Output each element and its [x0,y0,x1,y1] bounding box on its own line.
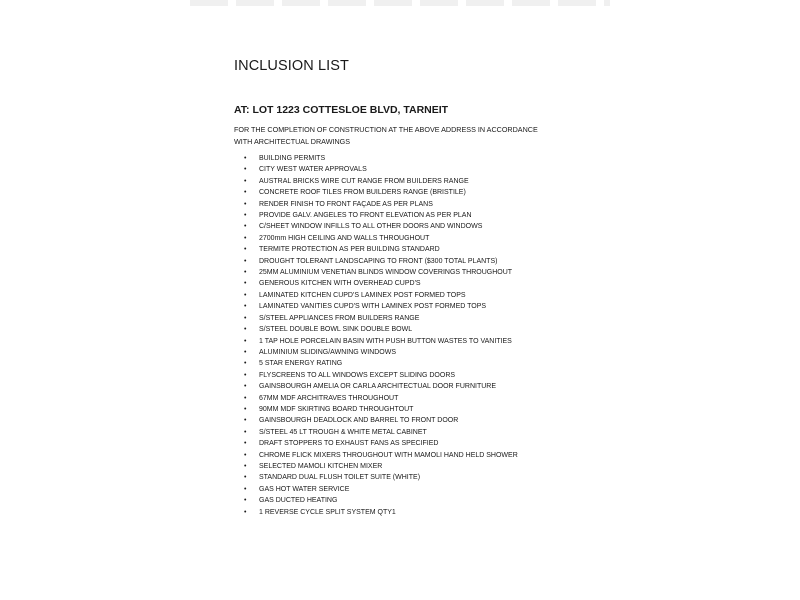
bullet-icon: • [244,485,247,493]
list-item-text: GAS HOT WATER SERVICE [259,485,350,493]
list-item [244,267,518,278]
list-item [244,495,518,506]
list-item [244,221,518,232]
list-item-text: 90MM MDF SKIRTING BOARD THROUGHTOUT [259,405,414,413]
bullet-icon: • [244,417,247,425]
list-item-text: PROVIDE GALV. ANGELES TO FRONT ELEVATION AS PER PLAN [259,212,472,220]
list-item-text: CITY WEST WATER APPROVALS [259,166,367,174]
list-item [244,244,518,255]
intro-paragraph: FOR THE COMPLETION OF CONSTRUCTION AT THE ABOVE ADDRESS IN ACCORDANCE WITH ARCHITECTUAL DRAWINGS [234,125,538,146]
list-item [244,381,518,392]
list-item [244,290,518,301]
list-item-text: LAMINATED VANITIES CUPD'S WITH LAMINEX POST FORMED TOPS [259,303,487,311]
list-item [244,210,518,221]
list-item [244,256,518,267]
list-item-text: CONCRETE ROOF TILES FROM BUILDERS RANGE (BRISTILE) [259,189,466,197]
list-item [244,472,518,483]
list-item [244,438,518,449]
bullet-icon: • [244,326,247,334]
list-item [244,164,518,175]
list-item-text: GAS DUCTED HEATING [259,497,338,505]
list-item [244,278,518,289]
list-item [244,484,518,495]
list-item [244,324,518,335]
bullet-icon: • [244,428,247,436]
list-item-text: 2700mm HIGH CEILING AND WALLS THROUGHOUT [259,234,430,242]
list-item [244,370,518,381]
bullet-icon: • [244,451,247,459]
list-item [244,176,518,187]
bullet-icon: • [244,280,247,288]
list-item-text: 1 REVERSE CYCLE SPLIT SYSTEM QTY1 [259,508,396,516]
list-item-text: GAINSBOURGH DEADLOCK AND BARREL TO FRONT DOOR [259,417,459,425]
list-item [244,450,518,461]
bullet-icon: • [244,440,247,448]
list-item-text: ALUMINIUM SLIDING/AWNING WINDOWS [259,348,397,356]
bullet-icon: • [244,234,247,242]
list-item [244,313,518,324]
list-item-text: S/STEEL 45 LT TROUGH & WHITE METAL CABINET [259,428,427,436]
list-item [244,404,518,415]
bullet-icon: • [244,394,247,402]
list-item-text: LAMINATED KITCHEN CUPD'S LAMINEX POST FORMED TOPS [259,291,466,299]
bullet-icon: • [244,303,247,311]
property-address: AT: LOT 1223 COTTESLOE BLVD, TARNEIT [234,104,449,116]
bullet-icon: • [244,508,247,516]
bullet-icon: • [244,360,247,368]
bullet-icon: • [244,257,247,265]
list-item [244,347,518,358]
bullet-icon: • [244,155,247,162]
bullet-icon: • [244,223,247,231]
bullet-icon: • [244,405,247,413]
bullet-icon: • [244,497,247,505]
bullet-icon: • [244,462,247,470]
bullet-icon: • [244,212,247,220]
list-item-text: DRAFT STOPPERS TO EXHAUST FANS AS SPECIFIED [259,440,439,448]
bullet-icon: • [244,348,247,356]
bullet-icon: • [244,314,247,322]
list-item-text: STANDARD DUAL FLUSH TOILET SUITE (WHITE) [259,474,421,482]
list-item-text: AUSTRAL BRICKS WIRE CUT RANGE FROM BUILDERS RANGE [259,177,469,185]
list-item-text: 1 TAP HOLE PORCELAIN BASIN WITH PUSH BUTTON WASTES TO VANITIES [259,337,512,345]
list-item-text: RENDER FINISH TO FRONT FAÇADE AS PER PLANS [259,200,433,208]
list-item-text: GENEROUS KITCHEN WITH OVERHEAD CUPD'S [259,280,421,288]
list-item-text: DROUGHT TOLERANT LANDSCAPING TO FRONT ($300 TOTAL PLANTS) [259,257,498,265]
bullet-icon: • [244,291,247,299]
list-item-text: TERMITE PROTECTION AS PER BUILDING STANDARD [259,246,440,254]
list-item-text: 67MM MDF ARCHITRAVES THROUGHOUT [259,394,399,402]
list-item [244,415,518,426]
bullet-icon: • [244,383,247,391]
list-item-text: FLYSCREENS TO ALL WINDOWS EXCEPT SLIDING DOORS [259,371,456,379]
list-item [244,393,518,404]
bullet-icon: • [244,177,247,185]
list-item [244,187,518,198]
bullet-icon: • [244,269,247,277]
bullet-icon: • [244,200,247,208]
list-item-text: CHROME FLICK MIXERS THROUGHOUT WITH MAMOLI HAND HELD SHOWER [259,451,518,459]
list-item [244,507,518,518]
list-item [244,233,518,244]
list-item [244,358,518,369]
list-item-text: C/SHEET WINDOW INFILLS TO ALL OTHER DOORS AND WINDOWS [259,223,483,231]
list-item [244,153,518,164]
list-item [244,199,518,210]
list-item-text: S/STEEL DOUBLE BOWL SINK DOUBLE BOWL [259,326,413,334]
bullet-icon: • [244,337,247,345]
bullet-icon: • [244,371,247,379]
list-item-text: 5 STAR ENERGY RATING [259,360,343,368]
bullet-icon: • [244,166,247,174]
inclusion-items-list [244,153,518,518]
list-item-text: SELECTED MAMOLI KITCHEN MIXER [259,462,383,470]
list-item-text: GAINSBOURGH AMELIA OR CARLA ARCHITECTUAL DOOR FURNITURE [259,383,497,391]
list-item [244,336,518,347]
list-item [244,461,518,472]
document-title: INCLUSION LIST [234,58,350,74]
list-item-text: BUILDING PERMITS [259,155,326,162]
list-item-text: S/STEEL APPLIANCES FROM BUILDERS RANGE [259,314,420,322]
list-item [244,427,518,438]
faded-header-remnant [190,0,610,6]
list-item-text: 25MM ALUMINIUM VENETIAN BLINDS WINDOW COVERINGS THROUGHOUT [259,269,513,277]
bullet-icon: • [244,246,247,254]
bullet-icon: • [244,189,247,197]
bullet-icon: • [244,474,247,482]
list-item [244,301,518,312]
